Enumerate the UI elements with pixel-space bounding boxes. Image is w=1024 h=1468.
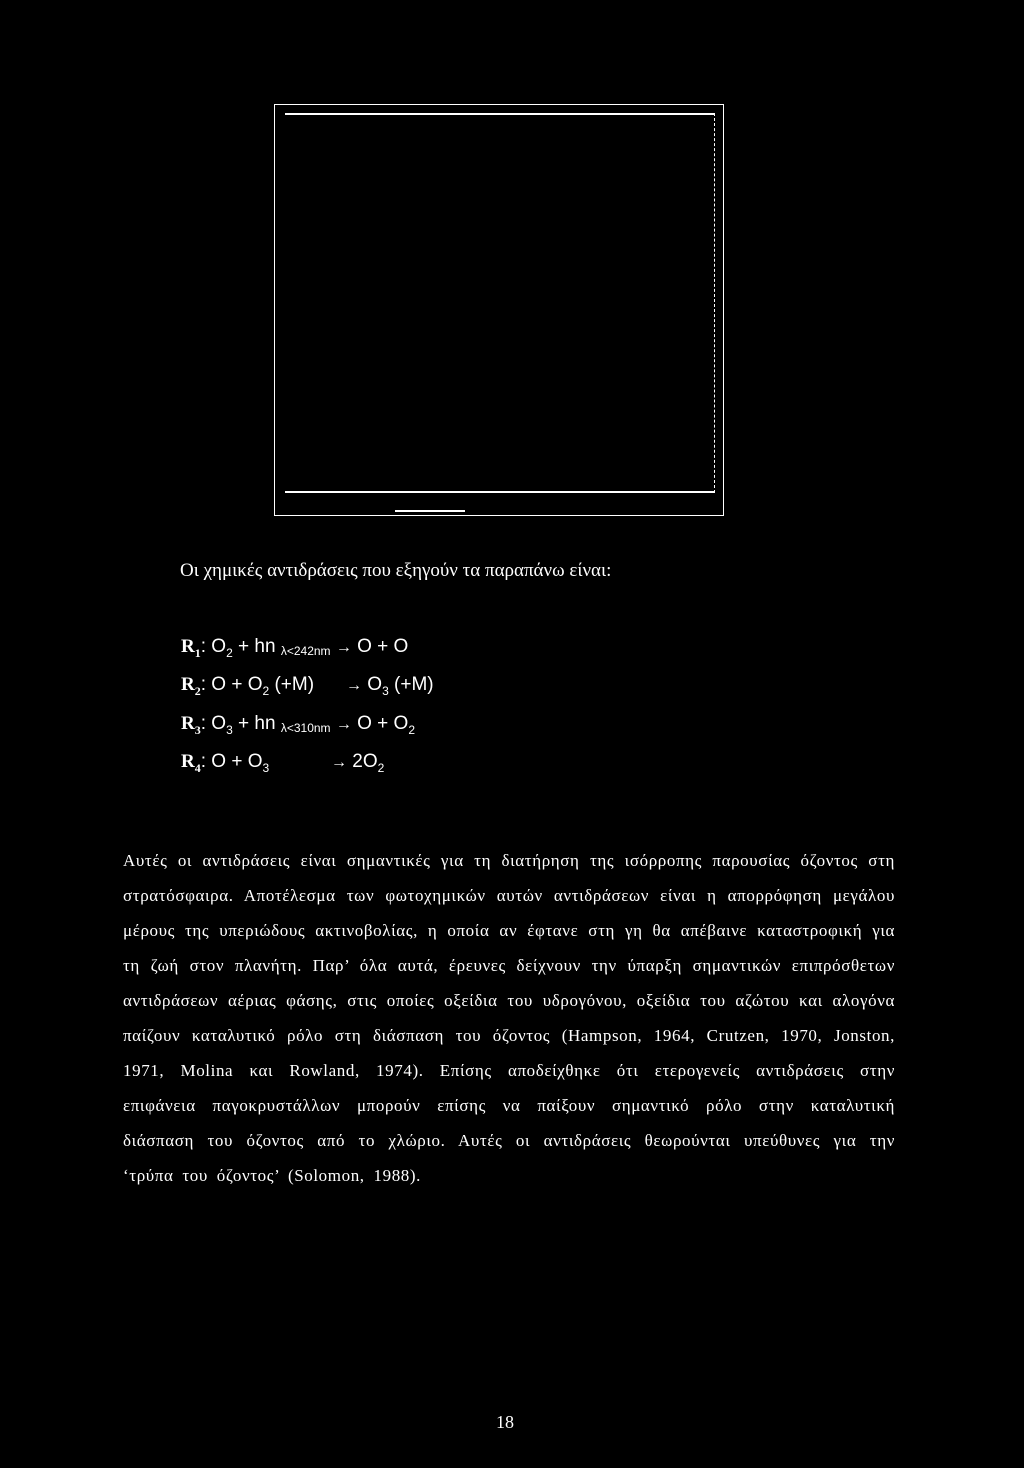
figure-bottom-strip (395, 510, 465, 512)
reaction-r1: $R_1$: $O_2$ + hn λ<242nm → O + O (181, 636, 409, 660)
page-number: 18 (496, 1412, 514, 1432)
arrow-icon: → (346, 677, 362, 694)
figure-inner-border (285, 113, 715, 493)
reactions-intro: Οι χημικές αντιδράσεις που εξηγούν τα παραπάνω είναι: (180, 560, 612, 581)
arrow-icon: → (335, 639, 352, 656)
body-paragraph: Αυτές οι αντιδράσεις είναι σημαντικές για τη διατήρηση της ισόρροπης παρουσίας όζοντος στη στρατόσφαιρα. Αποτέλεσμα των φωτοχημικών αυτών αντιδράσεων είναι η απορρόφηση μεγάλου μέρους της υπεριώδους ακτινοβολίας, η οποία αν έφτανε στη γη θα απέβαινε καταστροφική για τη ζωή στον πλανήτη. Παρ’ όλα αυτά, έρευνες δείχνουν την ύπαρξη σημαντικών επιπρόσθετων αντιδράσεων αέριας φάσης, στις οποίες οξείδια του υδρογόνου, οξείδια του αζώτου και αλογόνα παίζουν καταλυτικό ρόλο στη διάσπαση του όζοντος (Hampson, 1964, Crutzen, 1970, Jonston, 1971, Molina και Rowland, 1974). Επίσης αποδείχθηκε ότι ετερογενείς αντιδράσεις στην επιφάνεια παγοκρυστάλλων μπορούν επίσης να παίξουν σημαντικό ρόλο στην καταλυτική διάσπαση του όζοντος από το χλώριο. Αυτές οι αντιδράσεις θεωρούνται υπεύθυνες για την ‘τρύπα του όζοντος’ (Solomon, 1988). (123, 851, 895, 1185)
arrow-icon: → (335, 716, 352, 733)
reaction-r4: $R_4$: $O + O_3 \to 2O_2$ (181, 751, 385, 775)
arrow-icon: → (331, 754, 347, 771)
reaction-r2: $R_2$: $O + O_2$ $(+M) \to O_3$ (+M) (181, 674, 434, 698)
figure-frame (274, 104, 724, 516)
reaction-r3: $R_3$: $O_3$ + hn $\lambda<310nm \to O + O_2$ (181, 713, 416, 737)
